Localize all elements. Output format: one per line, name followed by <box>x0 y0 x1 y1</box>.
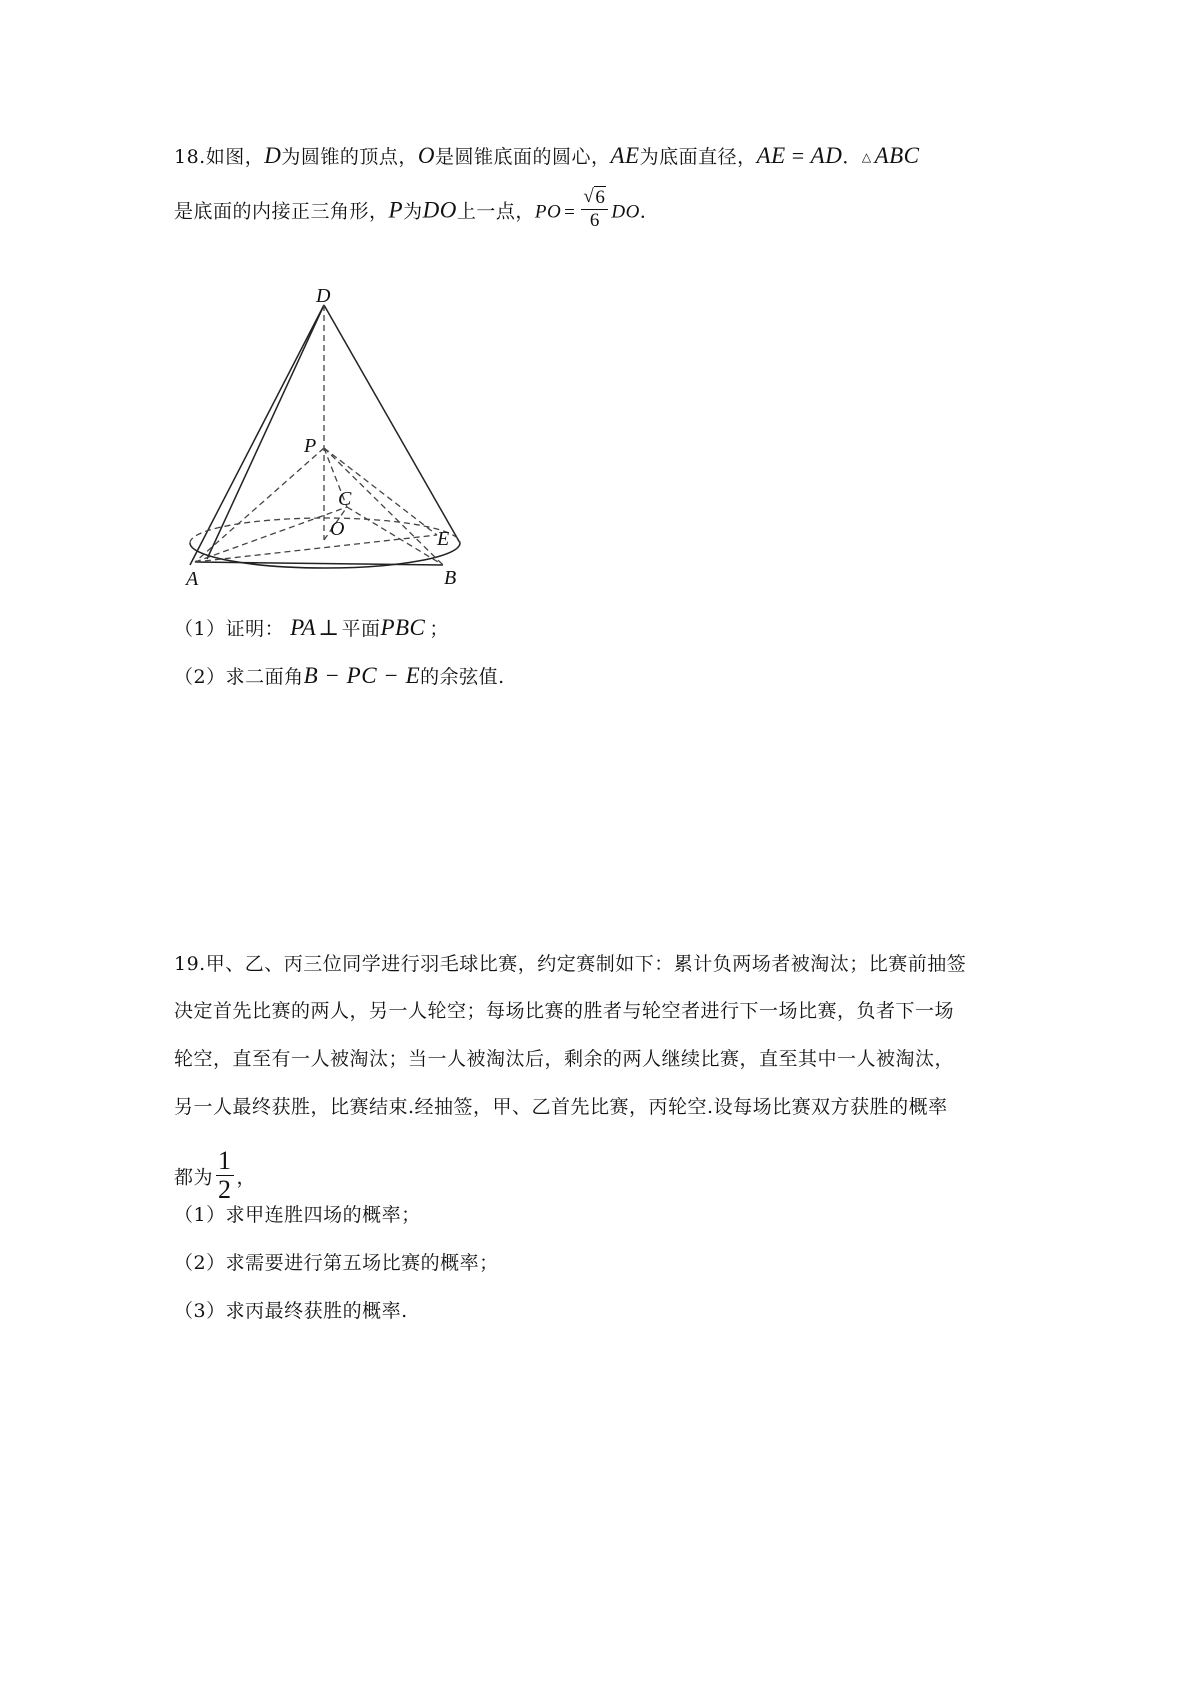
cone-figure <box>170 278 490 598</box>
label-A: A <box>186 568 199 590</box>
label-C: C <box>338 488 352 510</box>
math-PBC: PBC <box>380 615 426 640</box>
sub2-prefix: （2）求二面角 <box>174 666 304 688</box>
math-ABC: ABC <box>874 143 920 168</box>
q18-sub-2 <box>174 662 505 691</box>
q18-text: 是底面的内接正三角形， <box>174 200 389 223</box>
edge-PA <box>195 448 324 562</box>
q19-line-5 <box>174 1146 257 1207</box>
math-P: P <box>388 197 404 223</box>
q18-sub-1 <box>174 614 449 643</box>
q19-sub-3: （3）求丙最终获胜的概率. <box>174 1300 408 1322</box>
label-P: P <box>304 435 317 457</box>
math-AE: AE <box>756 143 786 168</box>
fraction-numerator: 1 <box>218 1146 232 1175</box>
math-B-PC-E: B − PC − E <box>303 663 421 688</box>
q19-text: ， <box>236 1166 257 1189</box>
q18-text: 为 <box>403 200 423 223</box>
math-AE: AE <box>610 143 640 168</box>
q18-line-1 <box>174 142 920 173</box>
sqrt-radicand: 6 <box>595 187 606 208</box>
math-DO: DO <box>422 197 457 223</box>
q19-line-4: 另一人最终获胜，比赛结束.经抽签，甲、乙首先比赛，丙轮空.设每场比赛双方获胜的概率 <box>174 1096 948 1118</box>
fraction-one-half <box>216 1147 234 1204</box>
math-PA: PA <box>290 615 317 640</box>
fraction-denominator: 6 <box>589 210 600 231</box>
fraction-denominator: 2 <box>218 1175 232 1204</box>
fraction-sqrt6-over-6 <box>581 187 608 232</box>
math-equals: = <box>791 143 805 168</box>
math-O: O <box>417 143 435 168</box>
perpendicular-symbol: ⊥ <box>318 615 340 640</box>
sub1-text: 平面 <box>341 618 381 640</box>
q18-line-2 <box>174 186 660 235</box>
label-D: D <box>316 285 331 307</box>
q19-line-3: 轮空，直至有一人被淘汰；当一人被淘汰后，剩余的两人继续比赛，直至其中一人被淘汰， <box>174 1048 955 1070</box>
label-O: O <box>330 518 345 540</box>
q18-text: 为圆锥的顶点， <box>281 146 418 168</box>
math-equals: = <box>564 201 576 223</box>
q18-text: 为底面直径， <box>639 146 757 168</box>
fraction-numerator <box>581 187 608 210</box>
q19-sub-2: （2）求需要进行第五场比赛的概率； <box>174 1252 499 1274</box>
math-D: D <box>264 143 282 168</box>
q19-text: 都为 <box>174 1166 214 1189</box>
math-PO: PO <box>534 201 562 223</box>
triangle-symbol: △ <box>861 150 872 164</box>
math-AD: AD <box>810 143 843 168</box>
sqrt-symbol: √ 6 <box>583 186 606 208</box>
math-DO: DO <box>611 201 640 223</box>
sub2-text: 的余弦值. <box>420 666 505 688</box>
label-E: E <box>437 528 450 550</box>
q19-sub-1: （1）求甲连胜四场的概率； <box>174 1204 421 1226</box>
label-B: B <box>444 567 457 589</box>
sub1-text: ； <box>429 618 449 640</box>
sub1-prefix: （1）证明： <box>174 618 285 640</box>
q19-line-1: 19.甲、乙、丙三位同学进行羽毛球比赛，约定赛制如下：累计负两场者被淘汰；比赛前抽签 <box>174 953 967 975</box>
q18-text: 上一点， <box>456 200 535 223</box>
q18-text: ． <box>639 200 660 223</box>
q18-text: 18.如图， <box>174 146 265 168</box>
q18-text: 是圆锥底面的圆心， <box>434 146 611 168</box>
q19-line-2: 决定首先比赛的两人，另一人轮空；每场比赛的胜者与轮空者进行下一场比赛，负者下一场 <box>174 1000 955 1022</box>
q18-text: ． <box>842 146 862 168</box>
